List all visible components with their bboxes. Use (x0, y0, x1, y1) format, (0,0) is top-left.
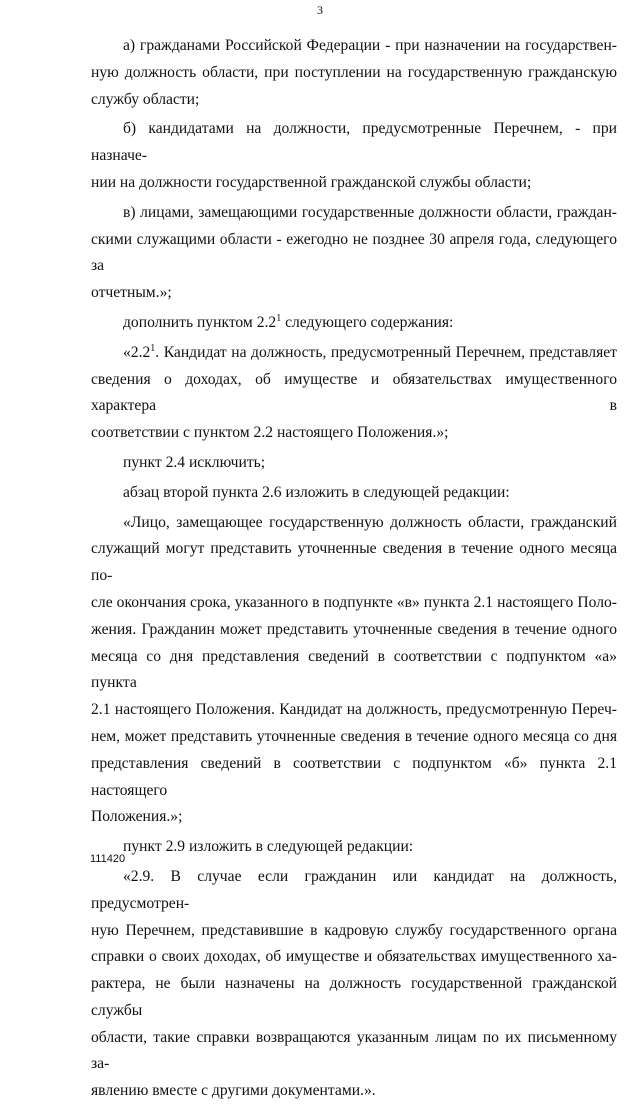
text-line: абзац второй пункта 2.6 изложить в следующей редакции: (123, 483, 510, 501)
document-body (91, 33, 617, 1108)
text-segment: дополнить пунктом 2.2 (123, 313, 277, 331)
paragraph-p2 (91, 116, 617, 196)
superscript: 1 (276, 312, 282, 324)
paragraph-p9 (91, 834, 617, 861)
text-line: явлению вместе с другими документами.». (91, 1082, 376, 1100)
text-segment: . Кандидат на должность, предусмотренный Перечнем, представляет (155, 343, 617, 361)
text-line: пункт 2.4 исключить; (123, 453, 266, 471)
paragraph-p8 (91, 510, 617, 832)
text-line: сле окончания срока, указанного в подпункте «в» пункта 2.1 настоящего Поло- (91, 593, 617, 611)
text-line: 2.1 настоящего Положения. Кандидат на должность, предусмотренную Переч- (91, 701, 617, 719)
paragraph-p3 (91, 200, 617, 307)
text-line: представления сведений в соответствии с подпунктом «б» пункта 2.1 настоящего (91, 754, 617, 799)
text-line: нем, может представить уточненные сведения в течение одного месяца со дня (91, 727, 617, 745)
text-line: «2.9. В случае если гражданин или кандидат на должность, предусмотрен- (91, 867, 617, 912)
text-segment: «2.2 (123, 343, 151, 361)
text-line: отчетным.»; (91, 284, 172, 302)
text-line (91, 310, 617, 337)
text-line: а) гражданами Российской Федерации - при назначении на государствен- (123, 37, 617, 54)
text-line (91, 340, 617, 367)
paragraph-p10 (91, 864, 617, 1105)
text-line: соответствии с пунктом 2.2 настоящего Положения.»; (91, 424, 449, 442)
text-line: ную должность области, при поступлении на государственную гражданскую (91, 63, 617, 81)
paragraph-p5 (91, 340, 617, 447)
text-line: сведения о доходах, об имуществе и обязательствах имущественного характера в (91, 370, 617, 415)
text-line: нии на должности государственной гражданской службы области; (91, 173, 532, 191)
paragraph-p4 (91, 310, 617, 337)
paragraph-p7 (91, 480, 617, 507)
text-line: пункт 2.9 изложить в следующей редакции: (123, 838, 414, 856)
text-line: справки о своих доходах, об имуществе и обязательствах имущественного ха- (91, 948, 617, 966)
text-line: месяца со дня представления сведений в соответствии с подпунктом «а» пункта (91, 647, 617, 692)
text-line: Положения.»; (91, 808, 183, 826)
text-line: рактера, не были назначены на должность государственной гражданской службы (91, 975, 617, 1019)
superscript: 1 (150, 342, 156, 354)
text-line: «Лицо, замещающее государственную должность области, гражданский (123, 513, 617, 531)
paragraph-p6 (91, 450, 617, 477)
text-line: в) лицами, замещающими государственные должности области, граждан- (123, 203, 617, 221)
page-number: 3 (317, 3, 323, 17)
text-line: б) кандидатами на должности, предусмотренные Перечнем, - при назначе- (91, 120, 617, 165)
text-line: ную Перечнем, представившие в кадровую службу государственного органа (91, 921, 617, 939)
text-line: служащий могут представить уточненные сведения в течение одного месяца по- (91, 540, 617, 585)
paragraph-p1 (91, 33, 617, 113)
text-segment: следующего содержания: (281, 313, 454, 331)
text-line: скими служащими области - ежегодно не позднее 30 апреля года, следующего за (91, 230, 617, 275)
text-line: жения. Гражданин может представить уточненные сведения в течение одного (91, 620, 617, 638)
document-code: 111420 (90, 853, 126, 865)
text-line: службу области; (91, 90, 200, 108)
text-line: области, такие справки возвращаются указанным лицам по их письменному за- (91, 1028, 617, 1073)
